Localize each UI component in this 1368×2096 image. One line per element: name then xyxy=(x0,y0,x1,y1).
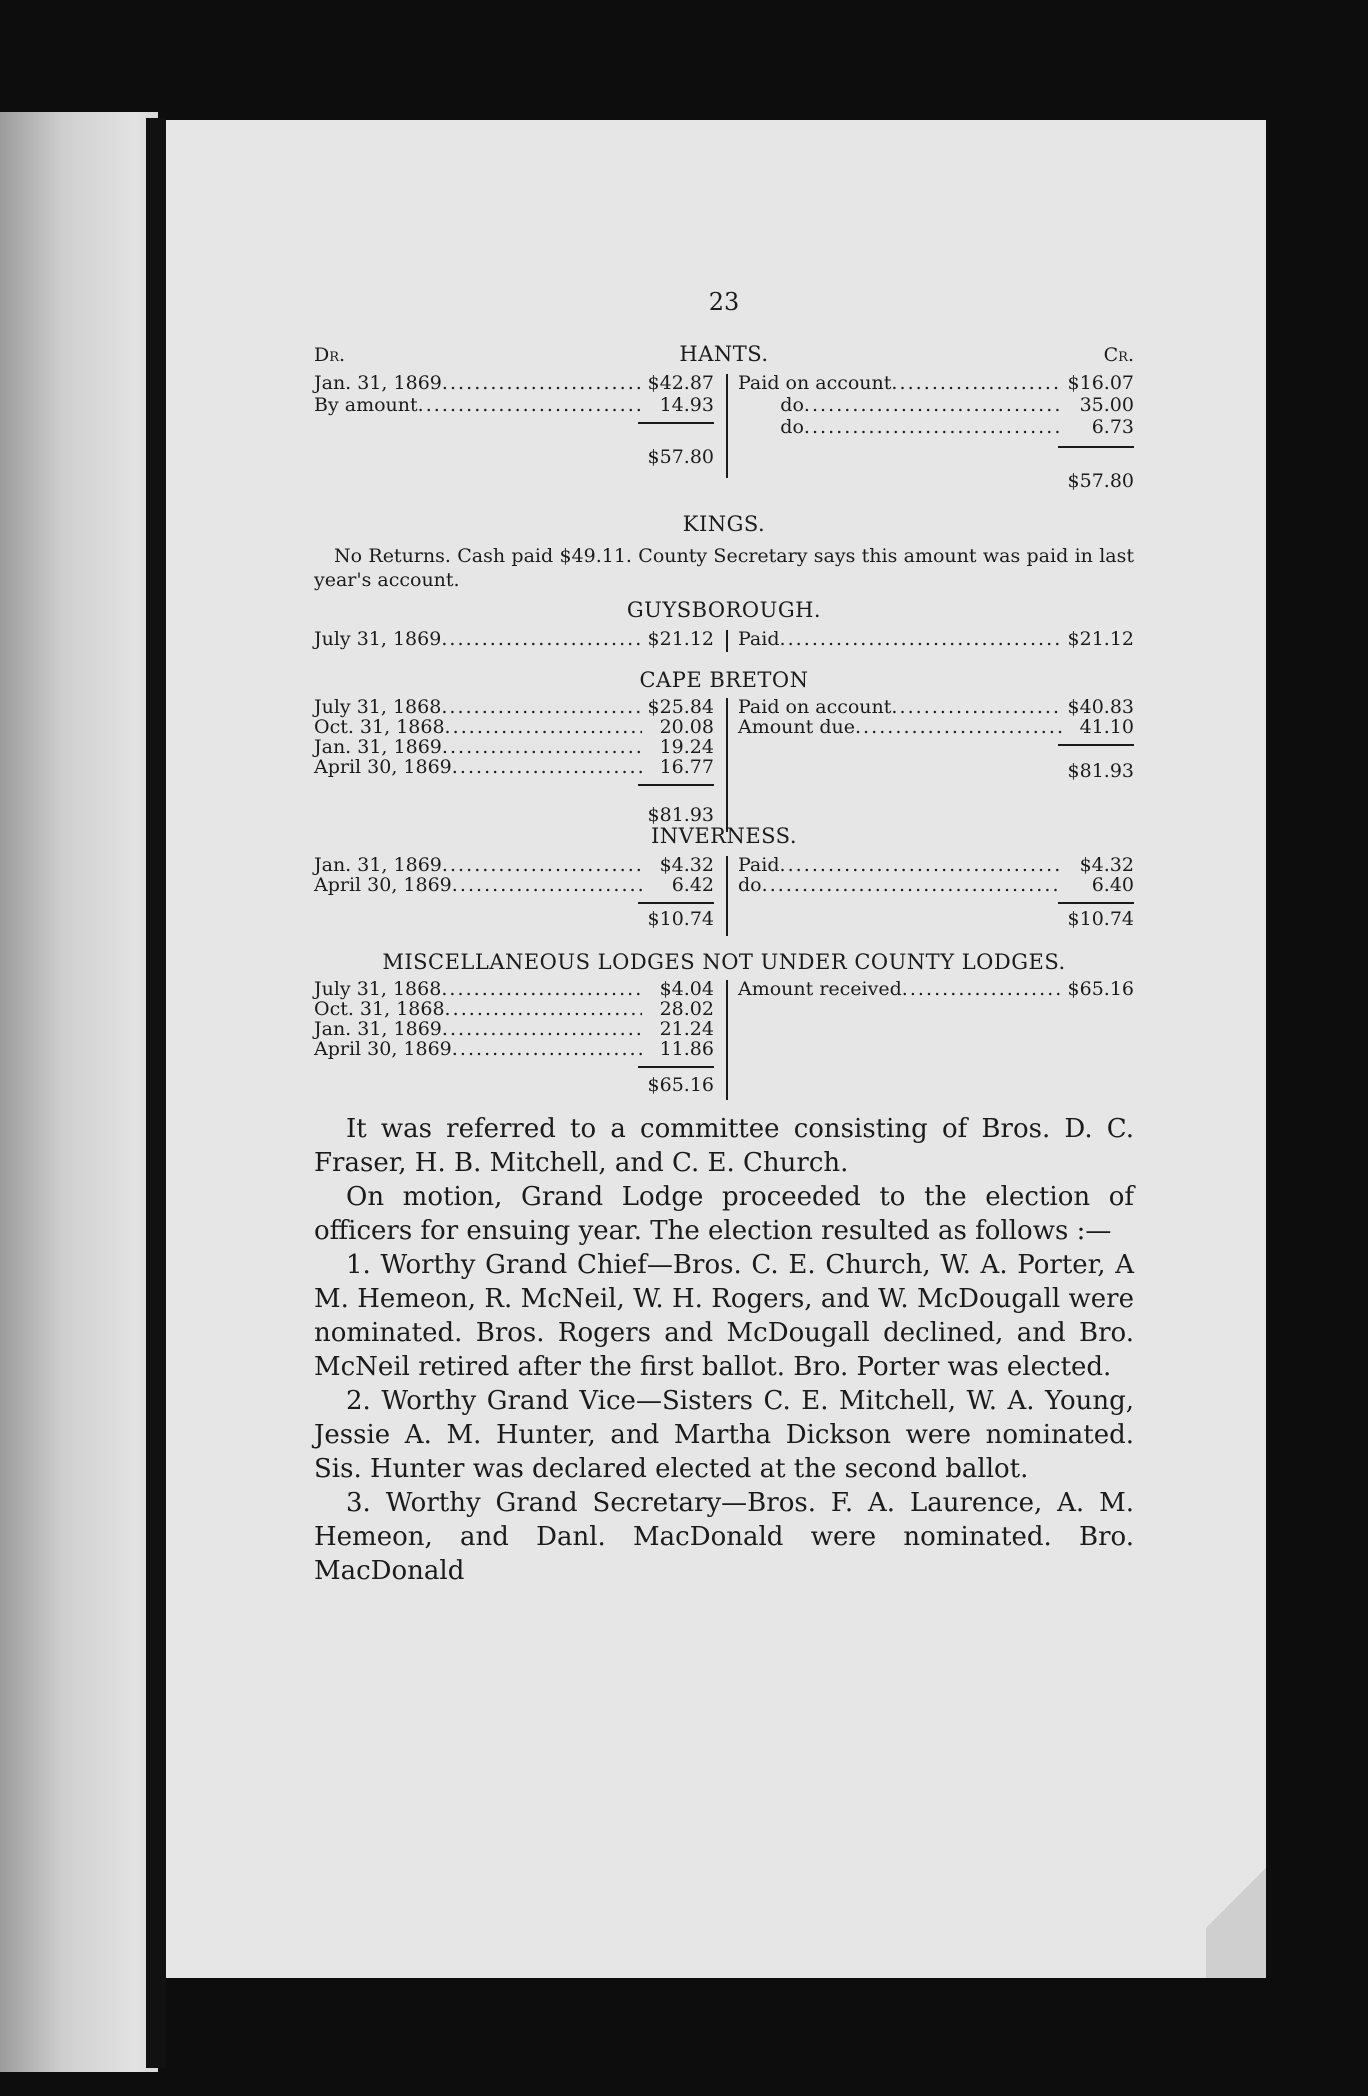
entry-label: do xyxy=(738,416,804,438)
kings-note: No Returns. Cash paid $49.11. County Secretary says this amount was paid in last year's account. xyxy=(314,545,1134,591)
column-divider xyxy=(726,698,728,832)
facing-page-edge xyxy=(0,112,158,2072)
leader-dots xyxy=(452,874,642,896)
cape-breton-credit-row xyxy=(738,696,1134,718)
hants-heading: HANTS. xyxy=(679,342,769,366)
entry-label: April 30, 1869 xyxy=(314,756,452,778)
entry-amount: 6.40 xyxy=(1091,874,1134,896)
entry-label: Jan. 31, 1869 xyxy=(314,372,442,394)
entry-amount: $40.83 xyxy=(1067,696,1134,718)
leader-dots xyxy=(762,874,1062,896)
leader-dots xyxy=(441,978,642,1000)
misc-debit-row xyxy=(314,1018,714,1040)
hants-debit-total: $57.80 xyxy=(647,446,714,468)
hants-debit-row xyxy=(314,394,714,416)
entry-label: April 30, 1869 xyxy=(314,874,452,896)
entry-amount: $65.16 xyxy=(1067,978,1134,1000)
leader-dots xyxy=(780,628,1063,650)
page-number: 23 xyxy=(708,288,740,316)
entry-label: do xyxy=(738,394,804,416)
cape-breton-credit-row xyxy=(738,716,1134,738)
misc-debit-row xyxy=(314,998,714,1020)
entry-amount: 28.02 xyxy=(659,998,714,1020)
entry-amount: 14.93 xyxy=(659,394,714,416)
misc-debit-total: $65.16 xyxy=(647,1074,714,1096)
inverness-credit-row xyxy=(738,874,1134,896)
sum-rule xyxy=(638,422,714,424)
leader-dots xyxy=(442,1018,642,1040)
entry-amount: $4.32 xyxy=(1079,854,1134,876)
leader-dots xyxy=(442,854,642,876)
leader-dots xyxy=(441,628,642,650)
entry-amount: $25.84 xyxy=(647,696,714,718)
sum-rule xyxy=(1058,902,1134,904)
entry-label: Jan. 31, 1869 xyxy=(314,854,442,876)
entry-amount: $16.07 xyxy=(1067,372,1134,394)
sum-rule xyxy=(638,902,714,904)
column-divider xyxy=(726,630,728,652)
sum-rule xyxy=(638,1066,714,1068)
entry-label: July 31, 1868 xyxy=(314,978,442,1000)
guysborough-debit-row xyxy=(314,628,714,650)
misc-debit-row xyxy=(314,1038,714,1060)
entry-label: Amount due xyxy=(738,716,855,738)
entry-amount: 6.73 xyxy=(1091,416,1134,438)
leader-dots xyxy=(441,696,642,718)
entry-label: Jan. 31, 1869 xyxy=(314,736,442,758)
column-divider xyxy=(726,856,728,936)
misc-heading: MISCELLANEOUS LODGES NOT UNDER COUNTY LODGES. xyxy=(382,950,1066,974)
leader-dots xyxy=(418,394,642,416)
entry-label: July 31, 1869 xyxy=(314,628,442,650)
entry-amount: $21.12 xyxy=(647,628,714,650)
hants-debit-row xyxy=(314,372,714,394)
cape-breton-credit-total: $81.93 xyxy=(1067,760,1134,782)
book-binding xyxy=(146,118,166,2068)
cape-breton-debit-row xyxy=(314,756,714,778)
election-intro-paragraph: On motion, Grand Lodge proceeded to the election of officers for ensuing year. The election resulted as follows :— xyxy=(314,1182,1134,1246)
leader-dots xyxy=(780,854,1063,876)
misc-credit-row xyxy=(738,978,1134,1000)
entry-label: April 30, 1869 xyxy=(314,1038,452,1060)
cape-breton-heading: CAPE BRETON xyxy=(639,668,809,692)
entry-label: Jan. 31, 1869 xyxy=(314,1018,442,1040)
cape-breton-debit-row xyxy=(314,736,714,758)
leader-dots xyxy=(452,1038,642,1060)
entry-label: Oct. 31, 1868 xyxy=(314,998,445,1020)
entry-label: July 31, 1868 xyxy=(314,696,442,718)
hants-credit-total: $57.80 xyxy=(1067,470,1134,492)
entry-amount: 19.24 xyxy=(659,736,714,758)
entry-label: By amount xyxy=(314,394,418,416)
dr-label: Dr. xyxy=(314,344,346,366)
leader-dots xyxy=(804,394,1062,416)
entry-label: Paid xyxy=(738,854,780,876)
entry-amount: 20.08 xyxy=(659,716,714,738)
leader-dots xyxy=(442,372,642,394)
kings-heading: KINGS. xyxy=(682,512,766,536)
document-page xyxy=(166,120,1266,1978)
inverness-debit-total: $10.74 xyxy=(647,908,714,930)
entry-amount: $4.04 xyxy=(659,978,714,1000)
entry-label: Oct. 31, 1868 xyxy=(314,716,445,738)
grand-secretary-paragraph: 3. Worthy Grand Secretary—Bros. F. A. Laurence, A. M. Hemeon, and Danl. MacDonald were nominated. Bro. MacDonald xyxy=(314,1488,1134,1586)
column-divider xyxy=(726,980,728,1100)
cape-breton-debit-row xyxy=(314,696,714,718)
inverness-credit-total: $10.74 xyxy=(1067,908,1134,930)
leader-dots xyxy=(445,716,642,738)
leader-dots xyxy=(891,372,1062,394)
hants-credit-row xyxy=(738,372,1134,394)
hants-credit-row xyxy=(738,416,1134,438)
entry-label: Amount received xyxy=(738,978,902,1000)
leader-dots xyxy=(442,736,642,758)
entry-amount: $42.87 xyxy=(647,372,714,394)
leader-dots xyxy=(902,978,1062,1000)
sum-rule xyxy=(1058,446,1134,448)
leader-dots xyxy=(891,696,1062,718)
entry-amount: 41.10 xyxy=(1079,716,1134,738)
entry-amount: $4.32 xyxy=(659,854,714,876)
entry-amount: 16.77 xyxy=(659,756,714,778)
guysborough-heading: GUYSBOROUGH. xyxy=(626,598,822,622)
entry-label: do xyxy=(738,874,762,896)
leader-dots xyxy=(804,416,1062,438)
leader-dots xyxy=(855,716,1062,738)
leader-dots xyxy=(445,998,642,1020)
cape-breton-debit-total: $81.93 xyxy=(647,804,714,826)
cape-breton-debit-row xyxy=(314,716,714,738)
sum-rule xyxy=(638,784,714,786)
entry-amount: 6.42 xyxy=(671,874,714,896)
entry-amount: 11.86 xyxy=(659,1038,714,1060)
entry-amount: 21.24 xyxy=(659,1018,714,1040)
hants-credit-row xyxy=(738,394,1134,416)
entry-label: Paid on account xyxy=(738,372,892,394)
committee-paragraph: It was referred to a committee consisting of Bros. D. C. Fraser, H. B. Mitchell, and C. E. Church. xyxy=(314,1114,1134,1178)
inverness-debit-row xyxy=(314,874,714,896)
entry-amount: 35.00 xyxy=(1079,394,1134,416)
misc-debit-row xyxy=(314,978,714,1000)
inverness-credit-row xyxy=(738,854,1134,876)
inverness-heading: INVERNESS. xyxy=(650,824,797,848)
sum-rule xyxy=(1058,744,1134,746)
entry-label: Paid xyxy=(738,628,780,650)
grand-chief-paragraph: 1. Worthy Grand Chief—Bros. C. E. Church, W. A. Porter, A M. Hemeon, R. McNeil, W. H. Rogers, and W. McDougall were nominated. Bros. Rogers and McDougall declined, and Bro. McNeil retired after the first ballot. Bro. Porter was elected. xyxy=(314,1250,1134,1382)
grand-vice-paragraph: 2. Worthy Grand Vice—Sisters C. E. Mitchell, W. A. Young, Jessie A. M. Hunter, and Martha Dickson were nominated. Sis. Hunter was declared elected at the second ballot. xyxy=(314,1386,1134,1484)
column-divider xyxy=(726,374,728,478)
guysborough-credit-row xyxy=(738,628,1134,650)
inverness-debit-row xyxy=(314,854,714,876)
cr-label: Cr. xyxy=(1103,344,1134,366)
entry-amount: $21.12 xyxy=(1067,628,1134,650)
leader-dots xyxy=(452,756,642,778)
entry-label: Paid on account xyxy=(738,696,892,718)
